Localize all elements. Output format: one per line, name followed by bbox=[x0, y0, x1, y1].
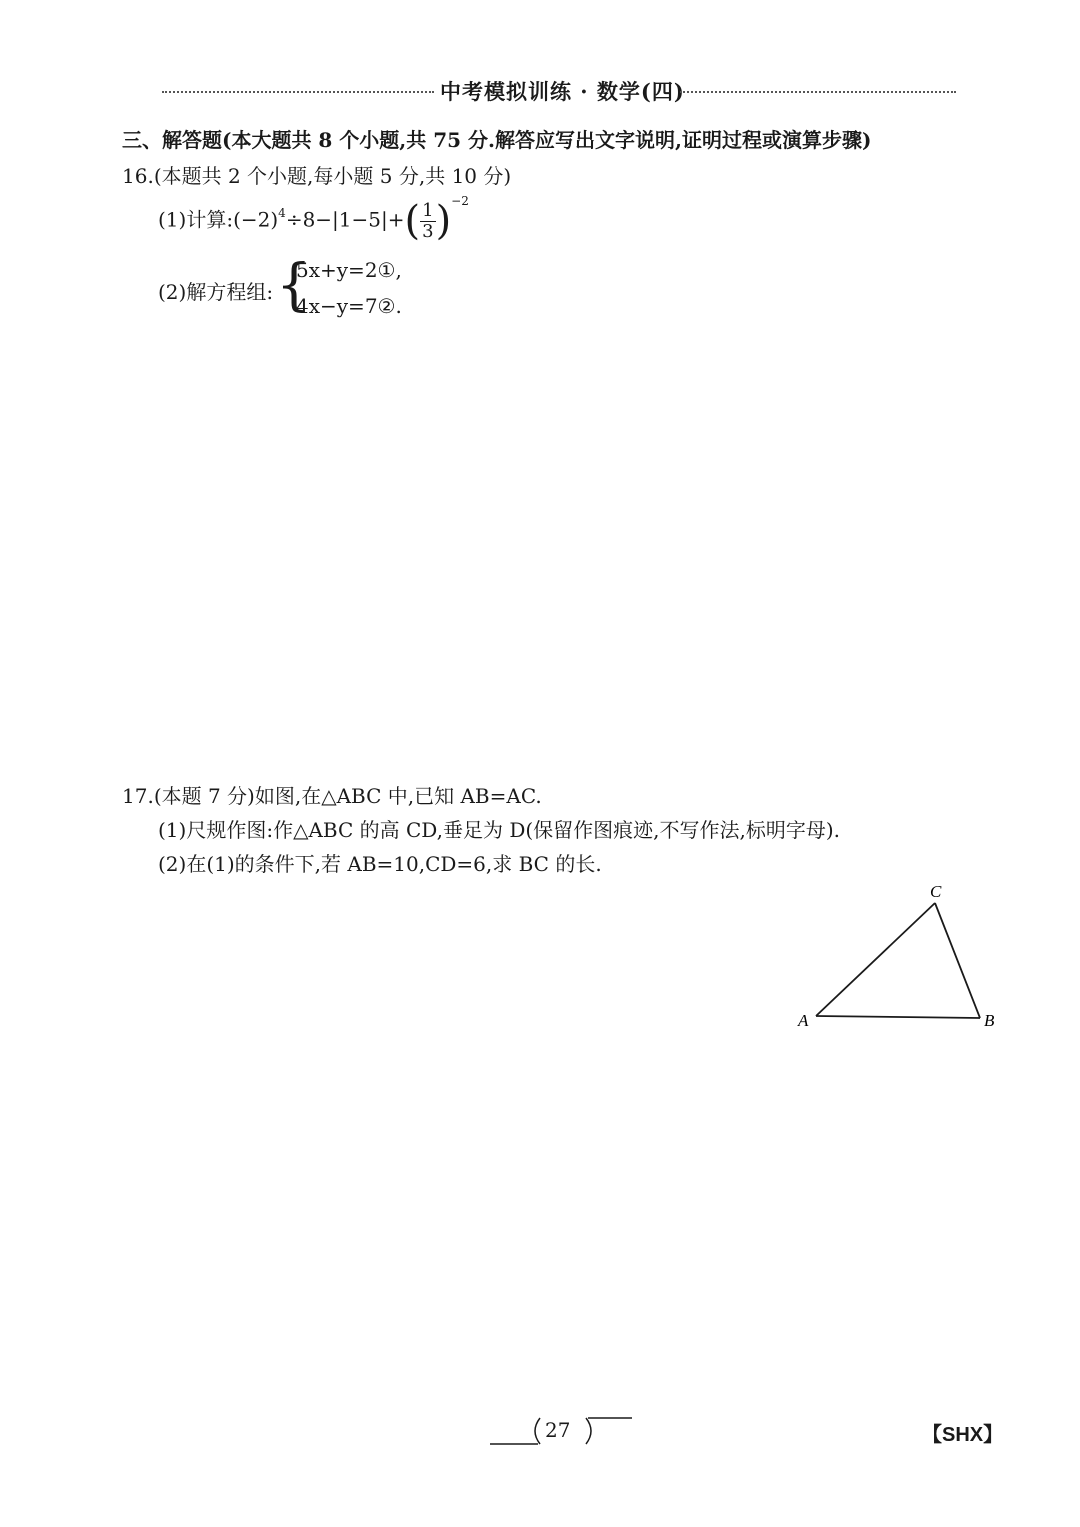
header-rule-left bbox=[162, 91, 434, 93]
q16-p1-frac-den: 3 bbox=[422, 220, 434, 242]
q16-p2-brace: { bbox=[276, 253, 312, 318]
q16-p1-rparen: ) bbox=[435, 198, 452, 244]
q16-p1-label: (1)计算: bbox=[158, 207, 234, 232]
vertex-label-a: A bbox=[798, 1011, 809, 1030]
header-rule-right bbox=[680, 91, 956, 93]
q16-number: 16. bbox=[122, 164, 154, 188]
q16-p1-lparen: ( bbox=[404, 198, 421, 244]
page-number: 27 bbox=[545, 1418, 571, 1442]
footer-tag: 【SHX】 bbox=[922, 1424, 1004, 1446]
triangle-side-bc bbox=[935, 903, 980, 1018]
q17-part1: (1)尺规作图:作△ABC 的高 CD,垂足为 D(保留作图痕迹,不写作法,标明字母). bbox=[158, 818, 841, 842]
triangle-side-ca bbox=[816, 903, 935, 1016]
q16-p1-expr-b: ÷8−|1−5|+ bbox=[285, 207, 405, 232]
q16-intro: (本题共 2 个小题,每小题 5 分,共 10 分) bbox=[153, 164, 512, 188]
q16-p1-frac-num: 1 bbox=[422, 199, 434, 221]
page-header-title: 中考模拟训练 · 数学(四) bbox=[440, 79, 685, 104]
q16-p2-eq2: 4x−y=7②. bbox=[296, 294, 402, 318]
q16-p1-expr-a: (−2) bbox=[233, 207, 279, 232]
q16-part1 bbox=[158, 193, 469, 244]
section-heading: 三、解答题(本大题共 8 个小题,共 75 分.解答应写出文字说明,证明过程或演算步骤) bbox=[122, 128, 872, 152]
q17-intro: (本题 7 分)如图,在△ABC 中,已知 AB=AC. bbox=[153, 784, 542, 808]
q17-number: 17. bbox=[122, 784, 154, 808]
q17-header bbox=[122, 780, 542, 809]
q16-p2-eq1: 5x+y=2①, bbox=[296, 258, 402, 282]
vertex-label-b: B bbox=[984, 1011, 995, 1030]
q16-p1-fraction bbox=[420, 201, 435, 242]
triangle-figure bbox=[790, 878, 1010, 1038]
triangle-side-ab bbox=[816, 1016, 980, 1018]
q16-p2-label: (2)解方程组: bbox=[158, 280, 274, 304]
q16-p1-exp-b: −2 bbox=[451, 193, 469, 208]
q16-header bbox=[122, 160, 511, 189]
q17-part2: (2)在(1)的条件下,若 AB=10,CD=6,求 BC 的长. bbox=[158, 852, 602, 876]
q16-p1-exp-a: 4 bbox=[278, 205, 286, 220]
vertex-label-c: C bbox=[930, 882, 942, 901]
